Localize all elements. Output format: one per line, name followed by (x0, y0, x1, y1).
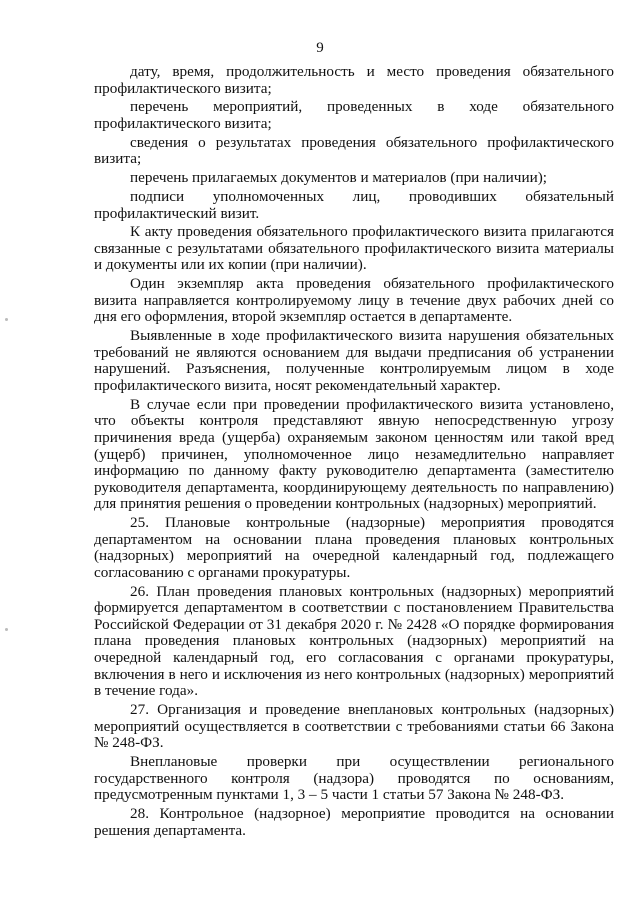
paragraph: К акту проведения обязательного профилактического визита прилагаются связанные с результатами обязательного профилактического визита материалы и документы или их копии (при наличии). (94, 223, 614, 274)
paragraph: подписи уполномоченных лиц, проводивших обязательный профилактический визит. (94, 187, 614, 222)
scan-margin-mark (5, 318, 8, 321)
paragraph-item-26: 26. План проведения плановых контрольных (надзорных) мероприятий формируется департаментом в соответствии с постановлением Правительства Российской Федерации от 31 декабря 2020 г. № 2428 «О порядке формирования плана проведения плановых контрольных (надзорных) мероприятий на очередной календарный год, его согласования с органами прокуратуры, включения в него и исключения из него контрольных (надзорных) мероприятий в течение года». (94, 582, 614, 700)
paragraph-item-27: 27. Организация и проведение внеплановых контрольных (надзорных) мероприятий осуществляется в соответствии с требованиями статьи 66 Закона № 248-ФЗ. (94, 701, 614, 752)
paragraph: дату, время, продолжительность и место проведения обязательного профилактического визита; (94, 63, 614, 97)
paragraph: Один экземпляр акта проведения обязательного профилактического визита направляется контролируемому лицу в течение двух рабочих дней со дня его оформления, второй экземпляр остается в департаменте. (94, 275, 614, 326)
scan-margin-mark (5, 628, 8, 631)
paragraph: Внеплановые проверки при осуществлении регионального государственного контроля (надзора) проводятся по основаниям, предусмотренным пунктами 1, 3 – 5 части 1 статьи 57 Закона № 248-ФЗ. (94, 753, 614, 804)
paragraph: Выявленные в ходе профилактического визита нарушения обязательных требований не являются основанием для выдачи предписания об устранении нарушений. Разъяснения, полученные контролируемым лицом в ходе профилактического визита, носят рекомендательный характер. (94, 327, 614, 394)
paragraph-item-28: 28. Контрольное (надзорное) мероприятие проводится на основании решения департамента. (94, 804, 614, 839)
page-number: 9 (316, 40, 324, 56)
paragraph: перечень прилагаемых документов и материалов (при наличии); (130, 169, 547, 187)
paragraph: сведения о результатах проведения обязательного профилактического визита; (94, 133, 614, 168)
document-body (94, 64, 614, 841)
paragraph: В случае если при проведении профилактического визита установлено, что объекты контроля представляют явную непосредственную угрозу причинения вреда (ущерба) охраняемым законом ценностям или такой вред (ущерб) причинен, уполномоченное лицо незамедлительно направляет информацию по данному факту руководителю департамента (заместителю руководителя департамента, координирующему деятельность по направлению) для принятия решения о проведении контрольных (надзорных) мероприятий. (94, 395, 614, 513)
paragraph: перечень мероприятий, проведенных в ходе обязательного профилактического визита; (94, 98, 614, 132)
paragraph-item-25: 25. Плановые контрольные (надзорные) мероприятия проводятся департаментом на основании плана проведения плановых контрольных (надзорных) мероприятий на очередной календарный год, подлежащего согласованию с органами прокуратуры. (94, 514, 614, 581)
